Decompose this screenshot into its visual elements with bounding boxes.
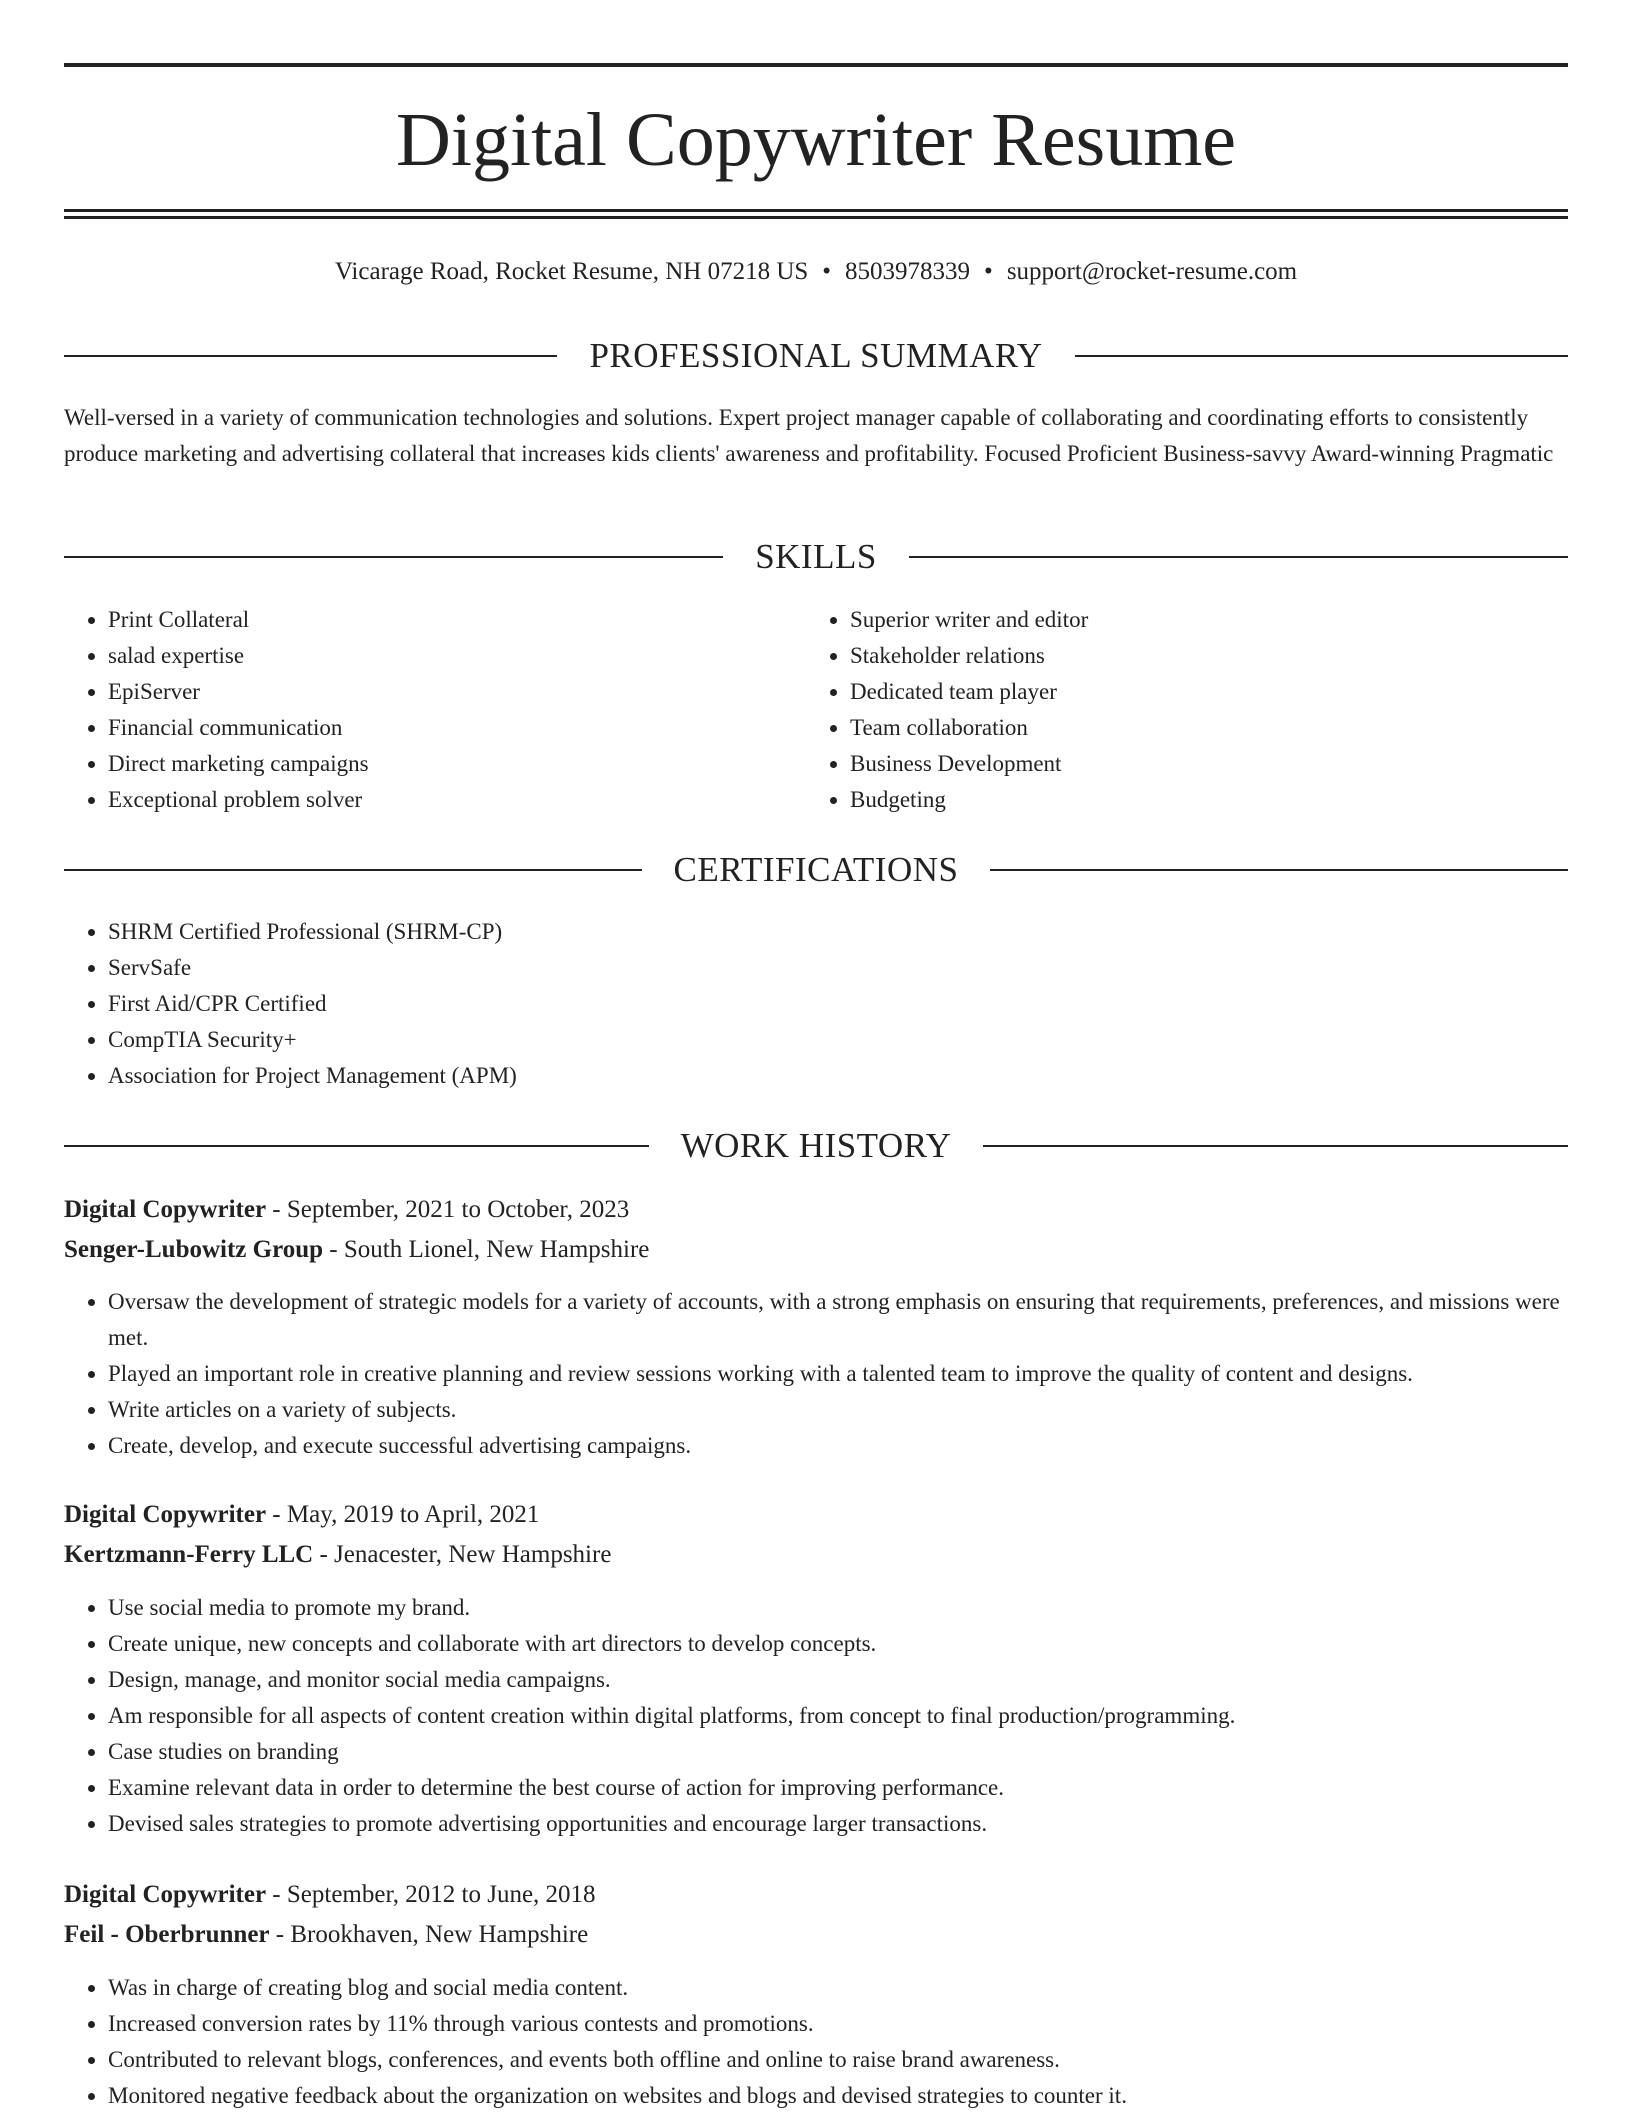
job-bullet: • Design, manage, and monitor social media campaigns.	[108, 1662, 1568, 1698]
job-bullet: • Oversaw the development of strategic models for a variety of accounts, with a strong emphasis on ensuring that requirements, preferences, and missions were met.	[108, 1284, 1568, 1356]
job-entry	[64, 1495, 1568, 1575]
summary-text: Well-versed in a variety of communication technologies and solutions. Expert project manager capable of collaborating and coordinating efforts to consistently produce marketing and advertising collateral that increases kids clients' awareness and profitability. Focused Proficient Business-savvy Award-winning Pragmatic	[64, 405, 1554, 466]
job-company-line	[64, 1535, 1568, 1575]
skill-item: • Business Development	[850, 746, 1550, 782]
heading-rule	[64, 355, 557, 357]
contact-address: Vicarage Road, Rocket Resume, NH 07218 US	[334, 258, 809, 285]
contact-phone: 8503978339	[845, 258, 971, 285]
job-location: - Jenacester, New Hampshire	[313, 1541, 612, 1568]
certifications-heading-text: CERTIFICATIONS	[673, 850, 959, 889]
skills-list-left	[64, 602, 808, 818]
header-bottom-rule-second	[64, 216, 1568, 219]
job-title-line	[64, 1190, 1568, 1230]
job-bullet: • Case studies on branding	[108, 1734, 1568, 1770]
job-role: Digital Copywriter	[64, 1881, 267, 1908]
skill-item: • salad expertise	[108, 638, 808, 674]
skill-item: • Exceptional problem solver	[108, 782, 808, 818]
job-location: - Brookhaven, New Hampshire	[269, 1921, 589, 1948]
job-bullet: • Create, develop, and execute successful advertising campaigns.	[108, 1428, 1568, 1464]
work-history-heading-text: WORK HISTORY	[680, 1126, 952, 1165]
summary-heading	[64, 334, 1568, 378]
certifications-list	[64, 914, 1568, 1094]
job-bullet: • Use social media to promote my brand.	[108, 1590, 1568, 1626]
job-bullet: • Monitored negative feedback about the organization on websites and blogs and devised strategies to counter it.	[108, 2078, 1568, 2114]
job-title-line	[64, 1875, 1568, 1915]
skills-list-right	[806, 602, 1550, 818]
job-bullet: • Contributed to relevant blogs, conferences, and events both offline and online to raise brand awareness.	[108, 2042, 1568, 2078]
job-bullets	[64, 1970, 1568, 2114]
heading-rule	[64, 556, 723, 558]
skill-item: • Financial communication	[108, 710, 808, 746]
heading-rule	[64, 1145, 649, 1147]
contact-email: support@rocket-resume.com	[1006, 258, 1298, 285]
contact-line	[64, 254, 1568, 290]
certification-item: • ServSafe	[108, 950, 1568, 986]
skill-item: • Dedicated team player	[850, 674, 1550, 710]
skill-item: • Stakeholder relations	[850, 638, 1550, 674]
job-company: Feil - Oberbrunner	[64, 1921, 270, 1948]
heading-rule	[64, 869, 642, 871]
job-bullet: • Am responsible for all aspects of content creation within digital platforms, from concept to final production/programming.	[108, 1698, 1568, 1734]
skills-heading	[64, 535, 1568, 579]
job-bullet: • Was in charge of creating blog and social media content.	[108, 1970, 1568, 2006]
work-history-heading	[64, 1124, 1568, 1168]
skill-item: • EpiServer	[108, 674, 808, 710]
job-company: Kertzmann-Ferry LLC	[64, 1541, 314, 1568]
job-bullet: • Create unique, new concepts and collaborate with art directors to develop concepts.	[108, 1626, 1568, 1662]
job-bullet: • Played an important role in creative planning and review sessions working with a talented team to improve the quality of content and designs.	[108, 1356, 1568, 1392]
certifications-heading	[64, 848, 1568, 892]
job-company-line	[64, 1230, 1568, 1270]
job-dates: - May, 2019 to April, 2021	[266, 1501, 540, 1528]
certification-item: • First Aid/CPR Certified	[108, 986, 1568, 1022]
job-entry	[64, 1190, 1568, 1270]
skill-item: • Team collaboration	[850, 710, 1550, 746]
page-title: Digital Copywriter Resume	[395, 98, 1237, 182]
job-bullet: • Devised sales strategies to promote advertising opportunities and encourage larger transactions.	[108, 1806, 1568, 1842]
separator-dot: •	[822, 258, 832, 285]
job-dates: - September, 2021 to October, 2023	[266, 1196, 630, 1223]
certification-item: • Association for Project Management (APM)	[108, 1058, 1568, 1094]
job-bullet: • Increased conversion rates by 11% through various contests and promotions.	[108, 2006, 1568, 2042]
job-title-line	[64, 1495, 1568, 1535]
separator-dot: •	[984, 258, 993, 285]
heading-rule	[990, 869, 1568, 871]
job-role: Digital Copywriter	[64, 1501, 267, 1528]
job-location: - South Lionel, New Hampshire	[323, 1236, 650, 1263]
job-company-line	[64, 1915, 1568, 1955]
heading-rule	[983, 1145, 1568, 1147]
job-entry	[64, 1875, 1568, 1955]
job-role: Digital Copywriter	[64, 1196, 267, 1223]
job-bullets	[64, 1284, 1568, 1464]
job-company: Senger-Lubowitz Group	[64, 1236, 324, 1263]
skills-heading-text: SKILLS	[755, 537, 877, 576]
heading-rule	[1075, 355, 1568, 357]
summary-heading-text: PROFESSIONAL SUMMARY	[589, 336, 1043, 375]
skill-item: • Budgeting	[850, 782, 1550, 818]
job-bullet: • Write articles on a variety of subjects.	[108, 1392, 1568, 1428]
heading-rule	[909, 556, 1568, 558]
job-bullets	[64, 1590, 1568, 1842]
certification-item: • CompTIA Security+	[108, 1022, 1568, 1058]
header-bottom-rule	[64, 209, 1568, 212]
job-dates: - September, 2012 to June, 2018	[266, 1881, 596, 1908]
skill-item: • Superior writer and editor	[850, 602, 1550, 638]
skill-item: • Direct marketing campaigns	[108, 746, 808, 782]
job-bullet: • Examine relevant data in order to determine the best course of action for improving performance.	[108, 1770, 1568, 1806]
certification-item: • SHRM Certified Professional (SHRM-CP)	[108, 914, 1568, 950]
skill-item: • Print Collateral	[108, 602, 808, 638]
header-top-rule	[64, 63, 1568, 67]
